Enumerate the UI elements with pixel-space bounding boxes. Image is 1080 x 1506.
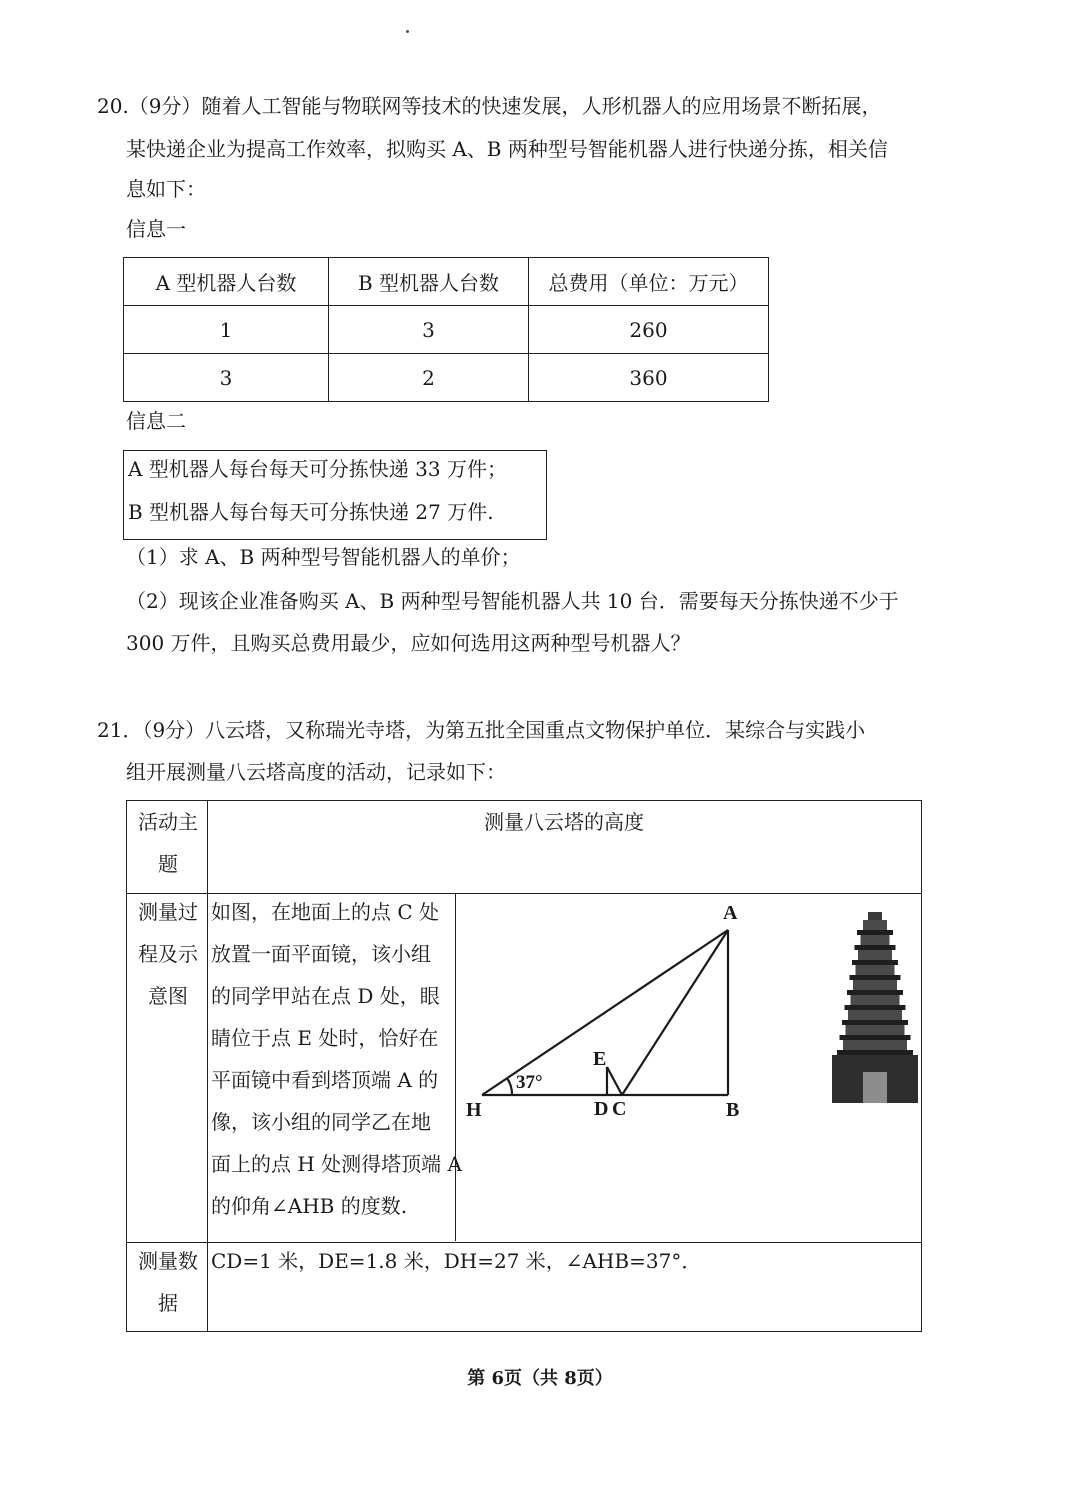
column-divider [207, 801, 208, 1331]
page-footer: 第 6页（共 8页） [467, 1368, 613, 1389]
pagoda-tier-body [846, 1025, 905, 1035]
tower-geometry-diagram [460, 895, 790, 1135]
line-CA [622, 930, 728, 1095]
theme-label: 活动主 题 [138, 810, 198, 876]
table-row [124, 354, 769, 402]
pagoda-spire [868, 912, 882, 920]
pagoda-tier-eave [855, 945, 896, 950]
angle-arc [507, 1078, 512, 1095]
pagoda-tier-body [843, 1040, 907, 1050]
table-cell: 360 [529, 354, 769, 402]
table-cell: 2 [329, 354, 529, 402]
q20-sub2-line1: （2）现该企业准备购买 A、B 两种型号智能机器人共 10 台．需要每天分拣快递不少于 [126, 589, 899, 613]
table-cell: 1 [124, 306, 329, 354]
measurement-data: CD=1 米，DE=1.8 米，DH=27 米，∠AHB=37°． [211, 1249, 702, 1273]
info2-box [123, 450, 547, 540]
q20-sub1: （1）求 A、B 两种型号智能机器人的单价； [126, 545, 521, 569]
label-B: B [726, 1099, 740, 1121]
q20-line1: 20.（9分）随着人工智能与物联网等技术的快速发展，人形机器人的应用场景不断拓展， [97, 94, 882, 118]
q20-sub2-line2: 300 万件，且购买总费用最少，应如何选用这两种型号机器人？ [126, 631, 691, 655]
info2-title: 信息二 [126, 409, 186, 433]
pagoda-tier-eave [840, 1035, 911, 1040]
pagoda-door [863, 1072, 887, 1103]
pagoda-tier-body [851, 995, 900, 1005]
theme-text: 测量八云塔的高度 [484, 810, 644, 834]
line-EC [607, 1067, 622, 1095]
pagoda-tier-eave [857, 930, 893, 935]
label-C: C [612, 1098, 627, 1120]
line-HA [482, 930, 728, 1095]
pagoda-tier-body [856, 965, 895, 975]
pagoda-tier-eave [845, 1005, 906, 1010]
pagoda-tier-body [861, 935, 890, 945]
pagoda-tier-eave [847, 990, 903, 995]
data-label: 测量数 据 [138, 1249, 198, 1315]
pagoda-tier-eave [837, 1050, 913, 1055]
info2-line: A 型机器人每台每天可分拣快递 33 万件； [128, 457, 507, 481]
table-row [124, 306, 769, 354]
pagoda-tier-body [848, 1010, 902, 1020]
process-label: 测量过 程及示 意图 [138, 900, 198, 1008]
table-header-cell: B 型机器人台数 [329, 258, 529, 306]
table-header-cell: 总费用（单位：万元） [529, 258, 769, 306]
table-cell: 3 [124, 354, 329, 402]
robot-cost-table [123, 257, 769, 402]
q20-line3: 息如下： [126, 177, 206, 201]
pagoda-tier-body [858, 950, 892, 960]
label-H: H [466, 1099, 482, 1121]
q21-line2: 组开展测量八云塔高度的活动，记录如下： [126, 760, 506, 784]
pagoda-tier-body [853, 980, 897, 990]
q20-line2: 某快递企业为提高工作效率，拟购买 A、B 两种型号智能机器人进行快递分拣，相关信 [126, 137, 888, 161]
pagoda-tier-eave [850, 975, 901, 980]
pagoda-tier-eave [852, 960, 898, 965]
info2-line: B 型机器人每台每天可分拣快递 27 万件. [128, 500, 494, 524]
label-E: E [593, 1048, 607, 1070]
table-cell: 3 [329, 306, 529, 354]
process-text: 如图，在地面上的点 C 处 放置一面平面镜，该小组 的同学甲站在点 D 处，眼 睛位于点 E 处时，恰好在 平面镜中看到塔顶端 A 的 像，该小组的同学乙在地 面上的点 H 处测得塔顶端 A 的仰角∠AHB 的度数. [211, 900, 462, 1218]
pagoda-tier-body [863, 920, 887, 930]
table-header-cell: A 型机器人台数 [124, 258, 329, 306]
label-A: A [723, 902, 738, 924]
q21-line1: 21．（9分）八云塔，又称瑞光寺塔，为第五批全国重点文物保护单位．某综合与实践小 [97, 718, 866, 742]
angle-label: 37° [516, 1072, 543, 1093]
label-D: D [594, 1098, 609, 1120]
scan-speck [406, 30, 409, 33]
pagoda-photo [830, 910, 920, 1105]
table-cell: 260 [529, 306, 769, 354]
table-header-row [124, 258, 769, 306]
pagoda-tiers [837, 920, 913, 1055]
info1-title: 信息一 [126, 217, 186, 241]
pagoda-tier-eave [842, 1020, 908, 1025]
